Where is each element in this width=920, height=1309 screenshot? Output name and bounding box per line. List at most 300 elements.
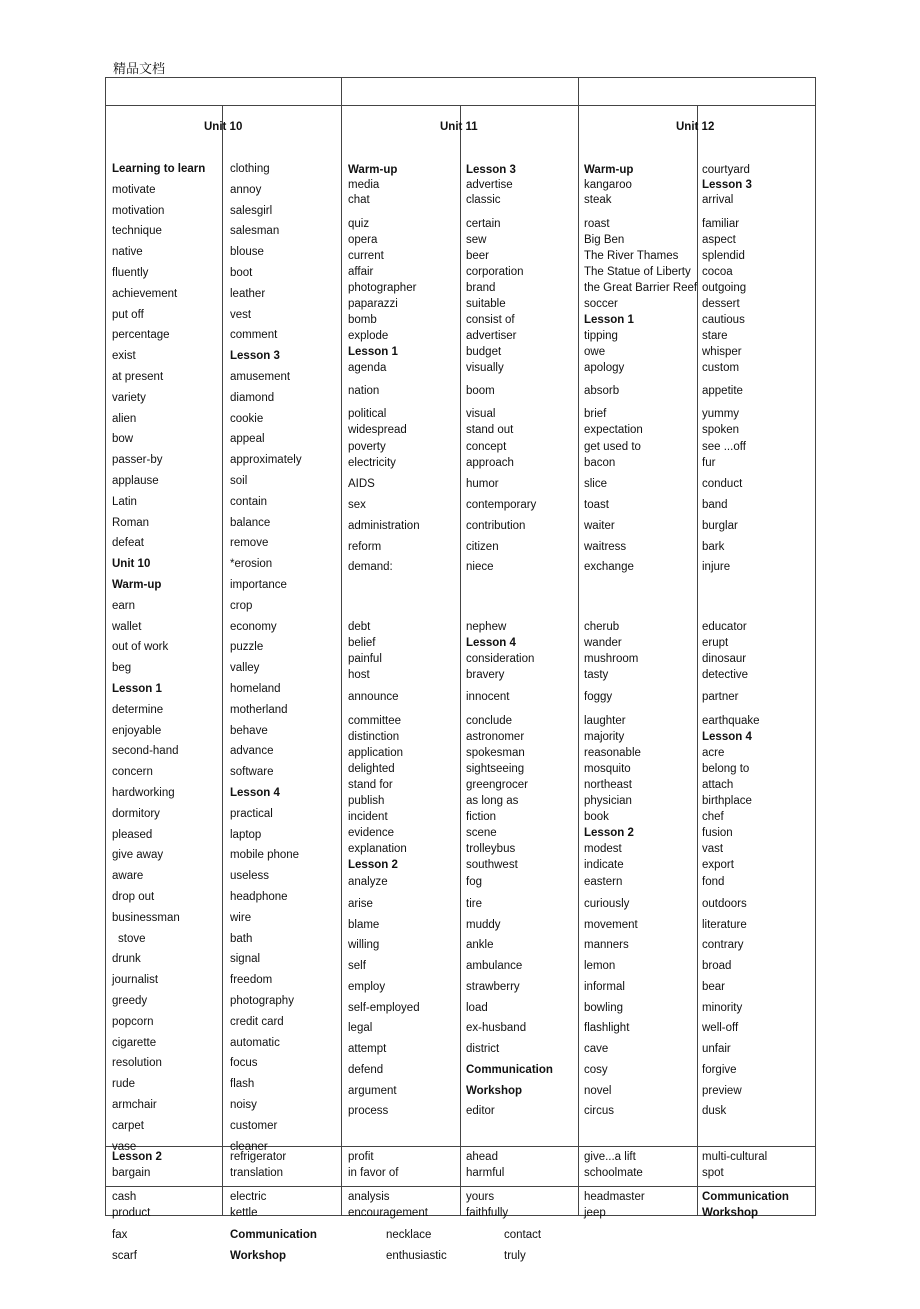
vocab-word: behave: [230, 724, 268, 737]
vocab-word: put off: [112, 308, 144, 321]
vocab-word: load: [466, 1002, 488, 1014]
vocab-word: practical: [230, 807, 273, 820]
vocab-word: argument: [348, 1085, 397, 1097]
vocab-word: schoolmate: [584, 1167, 643, 1179]
vocab-word: greengrocer: [466, 779, 529, 791]
vocab-word: bath: [230, 932, 253, 945]
vocab-word: see ...off: [702, 441, 746, 453]
vocab-word: puzzle: [230, 641, 264, 654]
vocab-word: vest: [230, 308, 252, 321]
vocab-word: current: [348, 250, 384, 262]
vocab-word: Big Ben: [584, 234, 625, 246]
vocab-word: bravery: [466, 669, 505, 681]
vocab-word: get used to: [584, 441, 641, 453]
vocab-word: belief: [348, 637, 376, 649]
vocab-word: approximately: [230, 454, 302, 467]
vocab-word: dusk: [702, 1105, 727, 1117]
vocab-word: advertiser: [466, 330, 517, 342]
vocab-word: cash: [112, 1191, 137, 1203]
vocab-word: contrary: [702, 939, 744, 951]
vocab-word: Lesson 2: [348, 859, 398, 871]
vocab-word: administration: [348, 520, 420, 532]
vocab-word: electricity: [348, 457, 396, 469]
unit-heading: Unit 11: [440, 121, 478, 133]
vocab-word: announce: [348, 691, 399, 703]
vocab-word: electric: [230, 1191, 267, 1203]
vocab-word: Lesson 2: [112, 1151, 162, 1163]
vocab-word: birthplace: [702, 795, 752, 807]
vocab-word: yummy: [702, 408, 740, 420]
vocab-word: at present: [112, 371, 164, 383]
vocab-word: educator: [702, 621, 747, 633]
vocab-word: forgive: [702, 1064, 737, 1076]
vocab-word: necklace: [386, 1229, 432, 1241]
vocab-word: passer-by: [112, 454, 163, 467]
vocab-word: defeat: [112, 537, 144, 550]
vocab-word: annoy: [230, 183, 262, 196]
vocab-word: product: [112, 1207, 151, 1219]
vocab-word: Learning to learn: [112, 163, 206, 175]
unit11-divider: [460, 105, 461, 1215]
vocab-word: strawberry: [466, 981, 520, 993]
vocab-word: mosquito: [584, 763, 631, 775]
vocab-word: photography: [230, 995, 294, 1007]
vocab-word: district: [466, 1043, 500, 1055]
vocab-word: defend: [348, 1064, 384, 1076]
vocab-word: fluently: [112, 267, 149, 279]
vocab-word: headmaster: [584, 1191, 645, 1203]
vocab-word: blame: [348, 919, 380, 931]
vocab-word: quiz: [348, 218, 370, 230]
vocab-word: steak: [584, 194, 612, 206]
vocab-word: vase: [112, 1140, 137, 1153]
vocab-word: conclude: [466, 715, 513, 727]
vocab-word: importance: [230, 579, 287, 591]
vocab-word: Communication: [702, 1191, 789, 1203]
vocab-word: drop out: [112, 891, 155, 903]
vocab-word: cosy: [584, 1064, 608, 1076]
vocab-word: contact: [504, 1229, 542, 1241]
vocab-word: journalist: [112, 974, 159, 987]
vocab-word: valley: [230, 662, 260, 675]
vocab-word: sightseeing: [466, 763, 525, 775]
vocab-word: AIDS: [348, 478, 375, 490]
vocab-word: unfair: [702, 1043, 731, 1055]
vocab-word: editor: [466, 1105, 495, 1117]
vocab-word: beg: [112, 662, 132, 675]
table-right-border: [815, 77, 816, 1215]
vocab-word: chat: [348, 194, 370, 206]
vocab-word: budget: [466, 346, 502, 358]
vocab-word: arrival: [702, 194, 734, 206]
vocab-word: Lesson 1: [584, 314, 634, 326]
vocab-word: debt: [348, 621, 371, 633]
vocab-word: painful: [348, 653, 382, 665]
vocab-word: movement: [584, 919, 638, 931]
vocab-word: leather: [230, 287, 266, 300]
vocab-word: niece: [466, 561, 494, 573]
vocab-word: astronomer: [466, 731, 525, 743]
vocab-word: resolution: [112, 1057, 162, 1070]
vocab-word: wire: [230, 911, 252, 924]
vocab-word: Latin: [112, 495, 137, 508]
vocab-word: boom: [466, 385, 495, 397]
vocab-word: innocent: [466, 691, 510, 703]
vocab-word: as long as: [466, 795, 519, 807]
vocab-word: crop: [230, 599, 253, 612]
vocab-word: explanation: [348, 843, 407, 855]
vocab-word: willing: [348, 939, 380, 951]
vocab-word: customer: [230, 1119, 278, 1132]
vocab-word: arise: [348, 898, 373, 910]
vocab-word: Lesson 2: [584, 827, 634, 839]
vocab-word: *erosion: [230, 558, 273, 571]
vocab-word: nephew: [466, 621, 507, 633]
vocab-word: contemporary: [466, 499, 537, 511]
vocab-word: poverty: [348, 441, 386, 453]
vocab-word: yours: [466, 1191, 495, 1203]
vocab-word: contain: [230, 495, 268, 508]
vocab-word: bow: [112, 433, 134, 446]
vocab-word: profit: [348, 1151, 374, 1163]
vocab-word: enjoyable: [112, 724, 162, 737]
vocab-word: kettle: [230, 1207, 258, 1219]
vocab-word: appeal: [230, 433, 265, 446]
vocab-word: technique: [112, 225, 162, 238]
vocab-word: minority: [702, 1002, 743, 1014]
vocab-word: consist of: [466, 314, 515, 326]
vocab-word: committee: [348, 715, 402, 727]
vocab-word: bomb: [348, 314, 377, 326]
vocab-word: reasonable: [584, 747, 641, 759]
vocab-word: book: [584, 811, 609, 823]
vocab-word: encouragement: [348, 1207, 428, 1219]
vocab-word: Warm-up: [112, 579, 162, 591]
vocab-word: alien: [112, 412, 137, 425]
vocab-word: agenda: [348, 362, 387, 374]
vocab-word: outdoors: [702, 898, 747, 910]
vocab-word: distinction: [348, 731, 400, 743]
vocab-word: foggy: [584, 691, 613, 703]
vocab-word: attempt: [348, 1043, 387, 1055]
vocab-word: fur: [702, 457, 716, 469]
vocab-word: salesman: [230, 225, 280, 238]
vocab-word: scene: [466, 827, 497, 839]
vocab-word: bark: [702, 541, 725, 553]
vocab-word: out of work: [112, 641, 169, 654]
vocab-word: salesgirl: [230, 204, 273, 217]
vocab-word: the Great Barrier Reef: [584, 282, 698, 294]
vocab-word: in favor of: [348, 1167, 399, 1179]
vocab-word: sex: [348, 499, 366, 511]
vocab-word: waitress: [584, 541, 627, 553]
vocab-word: process: [348, 1105, 389, 1117]
vocab-word: brief: [584, 408, 607, 420]
vocab-word: tire: [466, 898, 482, 910]
vocab-word: The River Thames: [584, 250, 679, 262]
vocab-word: self-employed: [348, 1002, 420, 1014]
vocab-word: mushroom: [584, 653, 639, 665]
vocab-word: belong to: [702, 763, 750, 775]
vocab-word: suitable: [466, 298, 506, 310]
vocab-word: flashlight: [584, 1022, 630, 1034]
vocab-word: spokesman: [466, 747, 525, 759]
vocab-word: toast: [584, 499, 609, 511]
vocab-word: host: [348, 669, 370, 681]
vocab-word: ex-husband: [466, 1022, 527, 1034]
vocab-word: Lesson 3: [230, 350, 280, 363]
vocab-word: businessman: [112, 911, 180, 924]
vocab-word: attach: [702, 779, 734, 791]
vocab-word: evidence: [348, 827, 395, 839]
vocab-word: fog: [466, 876, 482, 888]
vocab-word: tipping: [584, 330, 618, 342]
vocab-word: owe: [584, 346, 606, 358]
vocab-word: humor: [466, 478, 499, 490]
vocab-word: give...a lift: [584, 1151, 636, 1163]
vocab-word: affair: [348, 266, 374, 278]
vocab-word: truly: [504, 1250, 526, 1262]
vocab-word: enthusiastic: [386, 1250, 447, 1262]
vocab-word: brand: [466, 282, 496, 294]
vocab-word: widespread: [348, 424, 407, 436]
vocab-word: certain: [466, 218, 501, 230]
vocab-word: spot: [702, 1167, 724, 1179]
vocab-word: self: [348, 960, 366, 972]
vocab-word: majority: [584, 731, 625, 743]
vocab-word: fiction: [466, 811, 497, 823]
vocab-word: courtyard: [702, 164, 750, 176]
vocab-word: bowling: [584, 1002, 623, 1014]
vocab-word: tasty: [584, 669, 609, 681]
vocab-word: novel: [584, 1085, 612, 1097]
vocab-word: motherland: [230, 703, 288, 716]
unit11-12-divider: [578, 77, 579, 1215]
vocab-word: physician: [584, 795, 632, 807]
vocab-word: familiar: [702, 218, 740, 230]
vocab-word: Lesson 4: [230, 787, 280, 799]
table-left-border: [105, 77, 106, 1215]
vocab-word: earn: [112, 599, 136, 612]
vocab-word: conduct: [702, 478, 743, 490]
vocab-word: clothing: [230, 163, 270, 175]
vocab-word: spoken: [702, 424, 740, 436]
vocab-word: sew: [466, 234, 487, 246]
vocab-word: employ: [348, 981, 386, 993]
vocab-word: Unit 10: [112, 558, 151, 571]
vocab-word: faithfully: [466, 1207, 509, 1219]
vocab-word: aspect: [702, 234, 736, 246]
vocab-word: trolleybus: [466, 843, 516, 855]
vocab-word: classic: [466, 194, 501, 206]
vocab-word: band: [702, 499, 728, 511]
vocab-word: fusion: [702, 827, 733, 839]
vocab-word: armchair: [112, 1099, 157, 1111]
vocab-word: native: [112, 246, 143, 259]
vocab-word: custom: [702, 362, 740, 374]
vocab-word: percentage: [112, 329, 170, 342]
vocab-word: advertise: [466, 179, 513, 191]
vocab-word: soccer: [584, 298, 618, 310]
vocab-word: stare: [702, 330, 728, 342]
vocab-word: incident: [348, 811, 388, 823]
vocab-word: exist: [112, 350, 136, 363]
vocab-word: soil: [230, 475, 248, 487]
vocab-word: earthquake: [702, 715, 760, 727]
vocab-word: applause: [112, 475, 159, 487]
vocab-word: determine: [112, 703, 164, 716]
vocab-word: vast: [702, 843, 724, 855]
vocab-word: ankle: [466, 939, 494, 951]
vocab-word: blouse: [230, 246, 264, 259]
vocab-word: boot: [230, 267, 253, 279]
vocab-word: multi-cultural: [702, 1151, 768, 1163]
vocab-word: hardworking: [112, 787, 175, 799]
vocab-word: Lesson 4: [466, 637, 516, 649]
vocab-word: concept: [466, 441, 507, 453]
vocab-word: give away: [112, 849, 164, 862]
vocab-word: indicate: [584, 859, 624, 871]
vocab-word: splendid: [702, 250, 745, 262]
vocab-word: achievement: [112, 287, 178, 300]
vocab-word: Workshop: [230, 1250, 287, 1262]
vocab-word: approach: [466, 457, 514, 469]
vocab-word: Lesson 3: [466, 164, 516, 176]
vocab-word: amusement: [230, 371, 291, 383]
vocab-word: scarf: [112, 1250, 137, 1262]
vocab-word: delighted: [348, 763, 395, 775]
vocab-word: wallet: [112, 620, 142, 633]
vocab-word: chef: [702, 811, 724, 823]
vocab-word: aware: [112, 870, 144, 883]
vocab-word: acre: [702, 747, 725, 759]
vocab-word: ambulance: [466, 960, 523, 972]
vocab-word: exchange: [584, 561, 634, 573]
vocab-word: pleased: [112, 828, 153, 841]
vocab-word: contribution: [466, 520, 526, 532]
vocab-word: comment: [230, 329, 278, 342]
vocab-word: outgoing: [702, 282, 747, 294]
vocab-word: The Statue of Liberty: [584, 266, 691, 278]
vocab-word: fax: [112, 1229, 128, 1241]
vocab-word: lemon: [584, 960, 616, 972]
vocab-word: eastern: [584, 876, 623, 888]
vocab-word: popcorn: [112, 1015, 154, 1028]
vocab-word: motivate: [112, 183, 156, 196]
vocab-word: injure: [702, 561, 731, 573]
vocab-word: Workshop: [466, 1085, 523, 1097]
vocab-word: northeast: [584, 779, 632, 791]
vocab-word: economy: [230, 620, 277, 633]
vocab-word: analyze: [348, 876, 388, 888]
vocab-word: second-hand: [112, 745, 179, 758]
vocab-word: flash: [230, 1078, 255, 1091]
vocab-word: apology: [584, 362, 625, 374]
vocab-word: modest: [584, 843, 622, 855]
unit-heading: Unit 12: [676, 121, 715, 133]
vocab-word: consideration: [466, 653, 535, 665]
vocab-word: paparazzi: [348, 298, 398, 310]
vocab-word: headphone: [230, 891, 288, 903]
vocab-word: citizen: [466, 541, 499, 553]
vocab-word: harmful: [466, 1167, 505, 1179]
vocab-word: burglar: [702, 520, 738, 532]
unit10-11-divider: [341, 77, 342, 1215]
vocab-word: kangaroo: [584, 179, 632, 191]
vocab-word: literature: [702, 919, 747, 931]
vocab-word: cautious: [702, 314, 745, 326]
vocab-word: stand for: [348, 779, 393, 791]
vocab-word: muddy: [466, 919, 501, 931]
vocab-word: expectation: [584, 424, 643, 436]
vocab-word: demand:: [348, 561, 393, 573]
vocab-word: carpet: [112, 1119, 144, 1132]
vocab-word: Communication: [466, 1064, 553, 1076]
vocab-word: bear: [702, 981, 726, 993]
vocab-word: bargain: [112, 1167, 151, 1179]
vocab-word: reform: [348, 541, 382, 553]
vocab-word: credit card: [230, 1015, 284, 1028]
vocab-word: concern: [112, 766, 153, 779]
vocab-word: focus: [230, 1057, 258, 1070]
page-header: 精品文档: [113, 61, 166, 76]
vocab-word: mobile phone: [230, 849, 300, 862]
vocab-word: rude: [112, 1078, 136, 1091]
vocab-word: stand out: [466, 424, 514, 436]
vocab-word: waiter: [584, 520, 615, 532]
vocab-word: explode: [348, 330, 389, 342]
vocab-word: preview: [702, 1085, 742, 1097]
unit12-divider: [697, 105, 698, 1215]
vocab-word: Warm-up: [584, 164, 634, 176]
vocab-word: curiously: [584, 898, 630, 910]
vocab-word: cocoa: [702, 266, 733, 278]
vocab-word: noisy: [230, 1099, 257, 1111]
vocab-word: drunk: [112, 953, 141, 966]
vocab-word: stove: [118, 932, 146, 945]
vocab-word: informal: [584, 981, 625, 993]
vocab-word: nation: [348, 385, 380, 397]
vocab-word: photographer: [348, 282, 417, 294]
vocab-word: signal: [230, 953, 261, 966]
vocab-word: balance: [230, 516, 271, 529]
vocab-word: corporation: [466, 266, 524, 278]
vocab-word: cleaner: [230, 1140, 268, 1153]
unit10-divider: [222, 105, 223, 1215]
vocab-word: motivation: [112, 204, 165, 217]
vocab-word: Roman: [112, 516, 150, 529]
vocab-word: cigarette: [112, 1036, 157, 1049]
vocab-word: partner: [702, 691, 739, 703]
vocab-word: visually: [466, 362, 504, 374]
vocab-word: advance: [230, 745, 274, 758]
vocab-word: roast: [584, 218, 610, 230]
vocab-word: slice: [584, 478, 608, 490]
vocab-word: laughter: [584, 715, 626, 727]
vocab-word: automatic: [230, 1036, 280, 1049]
vocab-word: bacon: [584, 457, 616, 469]
vocab-word: absorb: [584, 385, 620, 397]
vocab-word: fond: [702, 876, 725, 888]
vocab-word: erupt: [702, 637, 729, 649]
vocab-word: Lesson 4: [702, 731, 752, 743]
vocab-word: media: [348, 179, 380, 191]
table-top-border: [105, 77, 816, 78]
vocab-word: diamond: [230, 391, 275, 404]
vocab-word: Lesson 1: [348, 346, 398, 358]
vocab-word: cookie: [230, 412, 264, 425]
vocab-word: circus: [584, 1105, 615, 1117]
